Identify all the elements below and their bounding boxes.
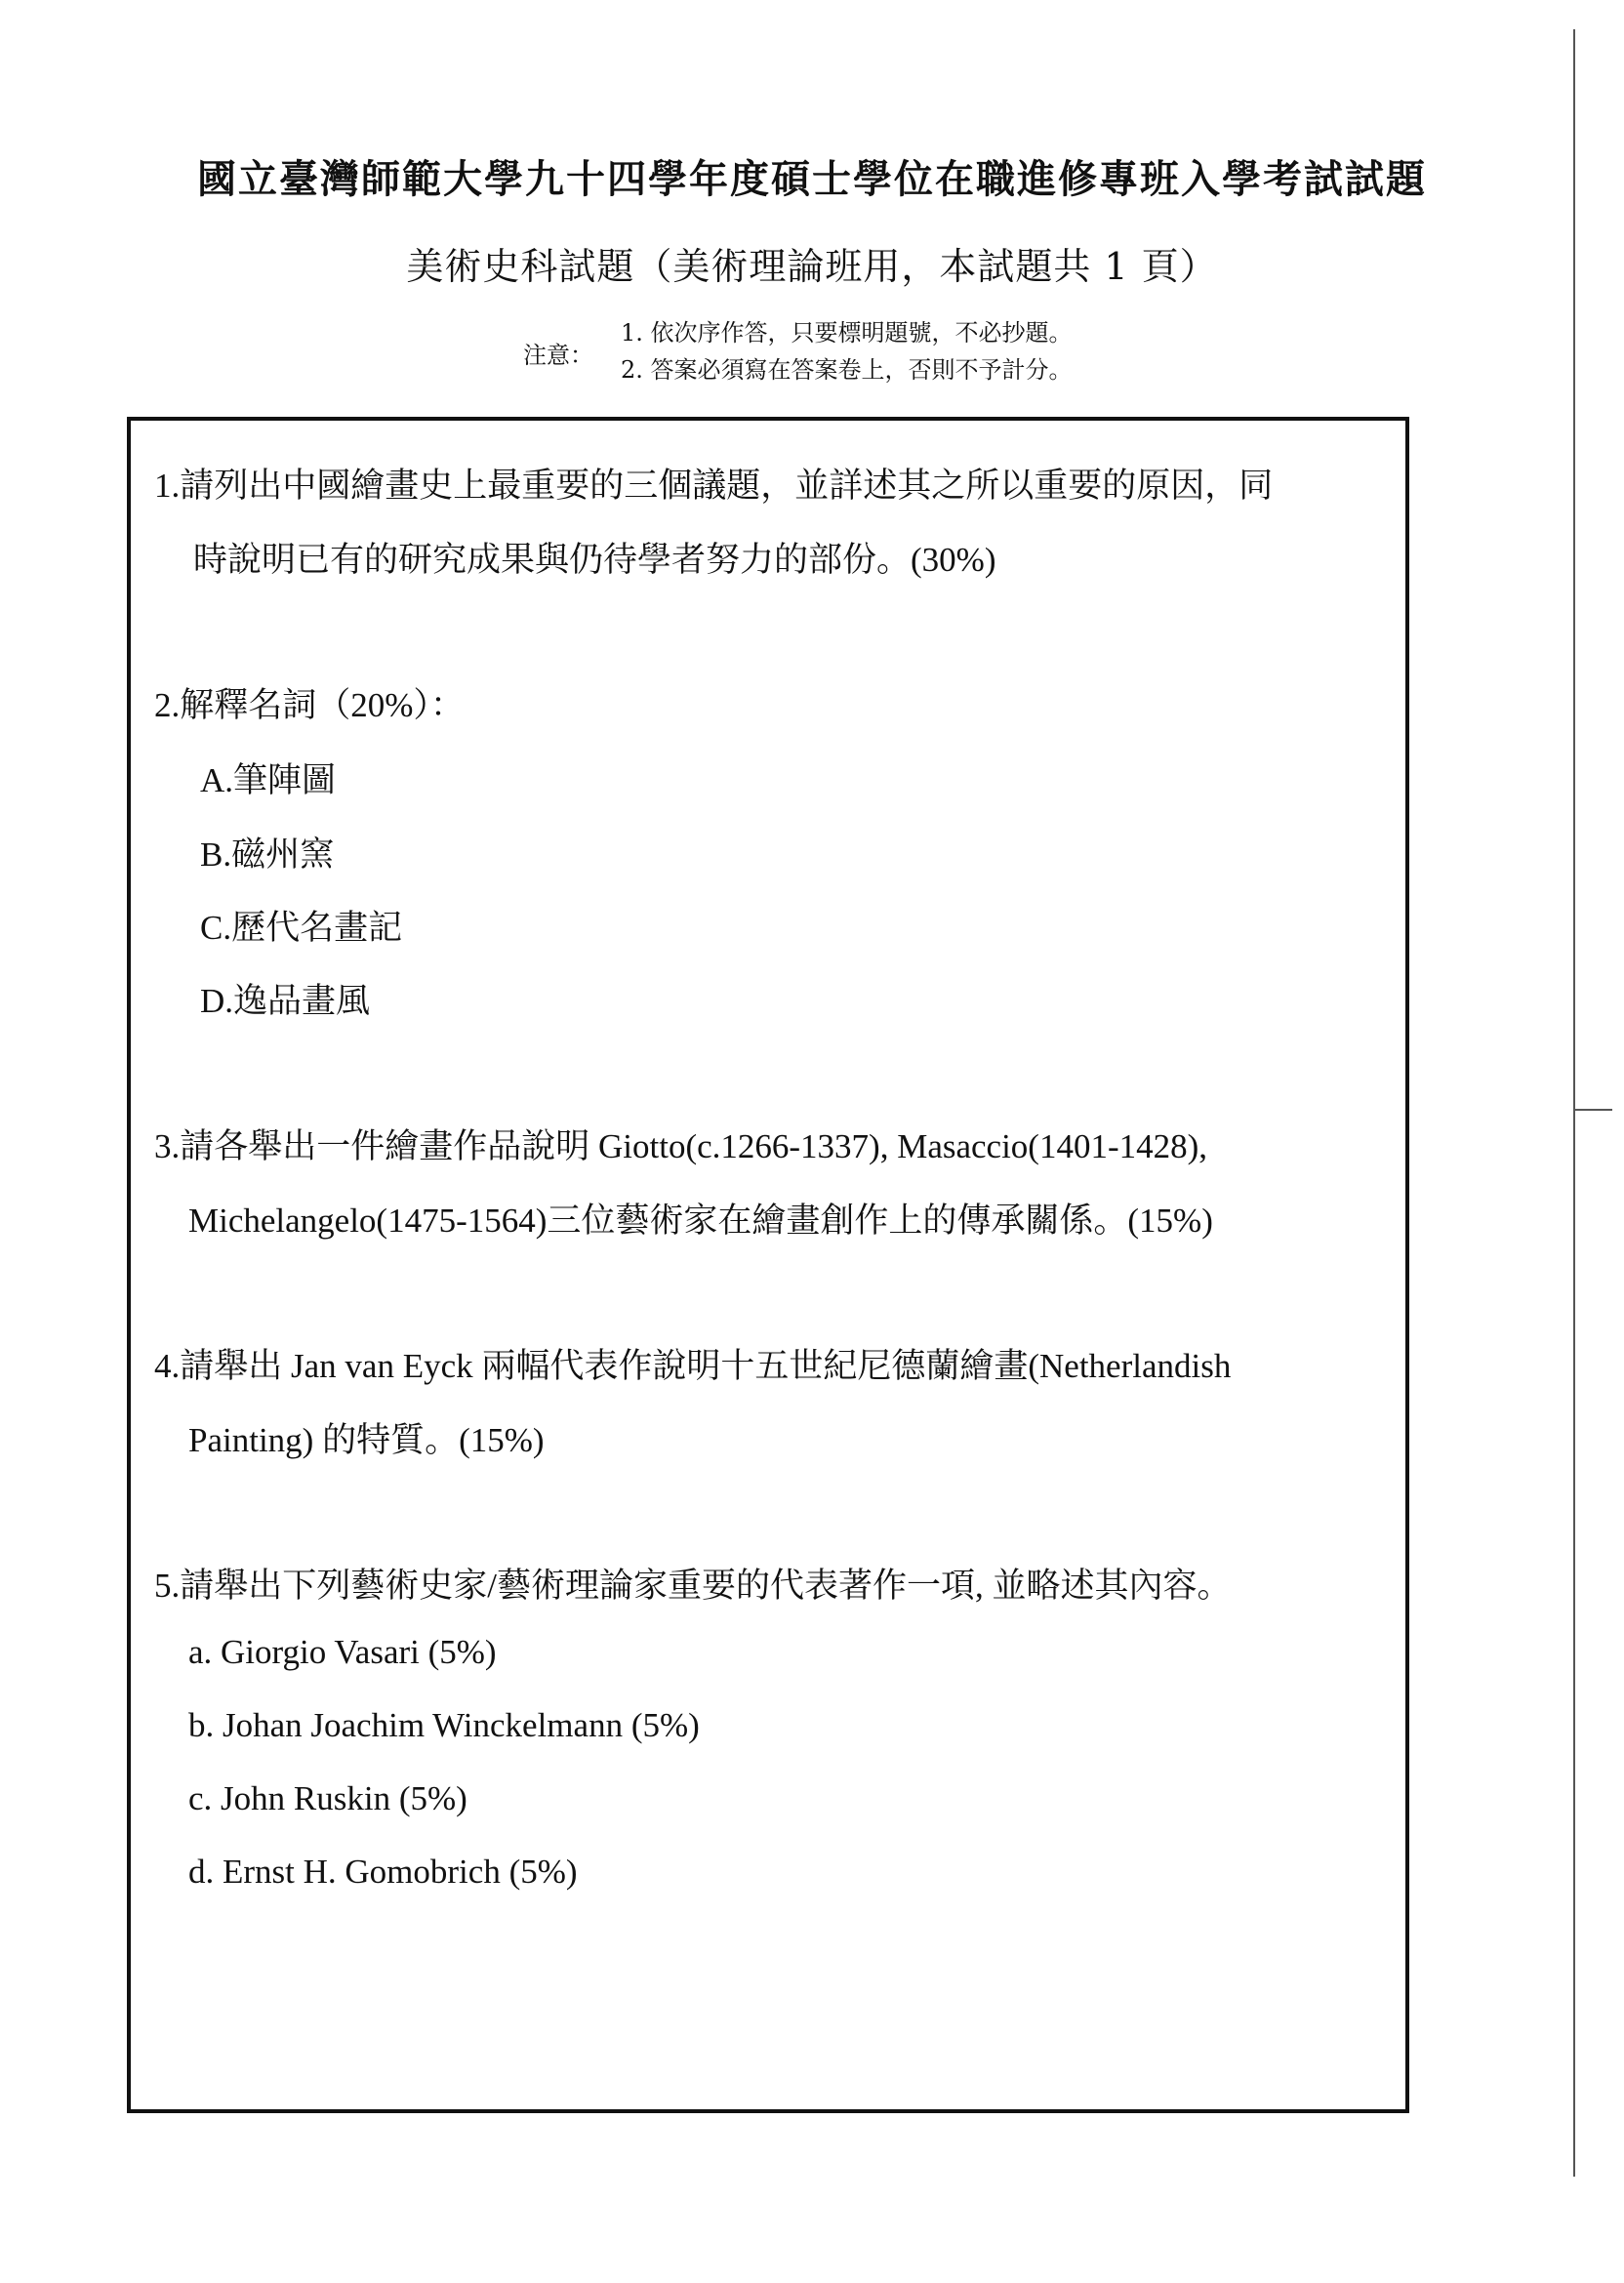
question-5-item: d. Ernst H. Gomobrich (5%) <box>188 1853 578 1891</box>
question-2-item: B.磁州窯 <box>200 836 335 874</box>
question-3-line-2: Michelangelo(1475-1564)三位藝術家在繪畫創作上的傳承關係。(15%) <box>188 1202 1213 1240</box>
question-5-line-1: 5.請舉出下列藝術史家/藝術理論家重要的代表著作一項, 並略述其內容。 <box>154 1567 1232 1605</box>
notice-item: 1. 依次序作答，只要標明題號，不必抄題。 <box>621 319 1073 347</box>
question-2-item: A.筆陣圖 <box>200 761 337 799</box>
question-4-line-1: 4.請舉出 Jan van Eyck 兩幅代表作說明十五世紀尼德蘭繪畫(Netherlandish <box>154 1347 1232 1385</box>
question-1-line-2: 時說明已有的研究成果與仍待學者努力的部份。(30%) <box>193 541 996 579</box>
scan-edge-line <box>1573 29 1575 2177</box>
notice-list <box>621 314 1073 388</box>
notice-label: 注意： <box>523 342 593 369</box>
question-2-line-1: 2.解釋名詞（20%）： <box>154 686 465 724</box>
question-3-line-1: 3.請各舉出一件繪畫作品說明 Giotto(c.1266-1337), Masaccio(1401-1428), <box>154 1127 1208 1165</box>
question-5-item: a. Giorgio Vasari (5%) <box>188 1633 497 1671</box>
question-5-item: c. John Ruskin (5%) <box>188 1779 467 1817</box>
scan-edge-tick <box>1573 1109 1612 1111</box>
question-2-item: D.逸品畫風 <box>200 982 371 1020</box>
question-1-line-1: 1.請列出中國繪畫史上最重要的三個議題，並詳述其之所以重要的原因，同 <box>154 467 1274 505</box>
exam-subtitle: 美術史科試題（美術理論班用，本試題共 1 頁） <box>406 245 1218 288</box>
question-2-item: C.歷代名畫記 <box>200 909 403 947</box>
question-4-line-2: Painting) 的特質。(15%) <box>188 1421 545 1459</box>
exam-title: 國立臺灣師範大學九十四學年度碩士學位在職進修專班入學考試試題 <box>197 156 1427 202</box>
question-5-item: b. Johan Joachim Winckelmann (5%) <box>188 1706 700 1744</box>
notice-item: 2. 答案必須寫在答案卷上，否則不予計分。 <box>621 356 1073 384</box>
